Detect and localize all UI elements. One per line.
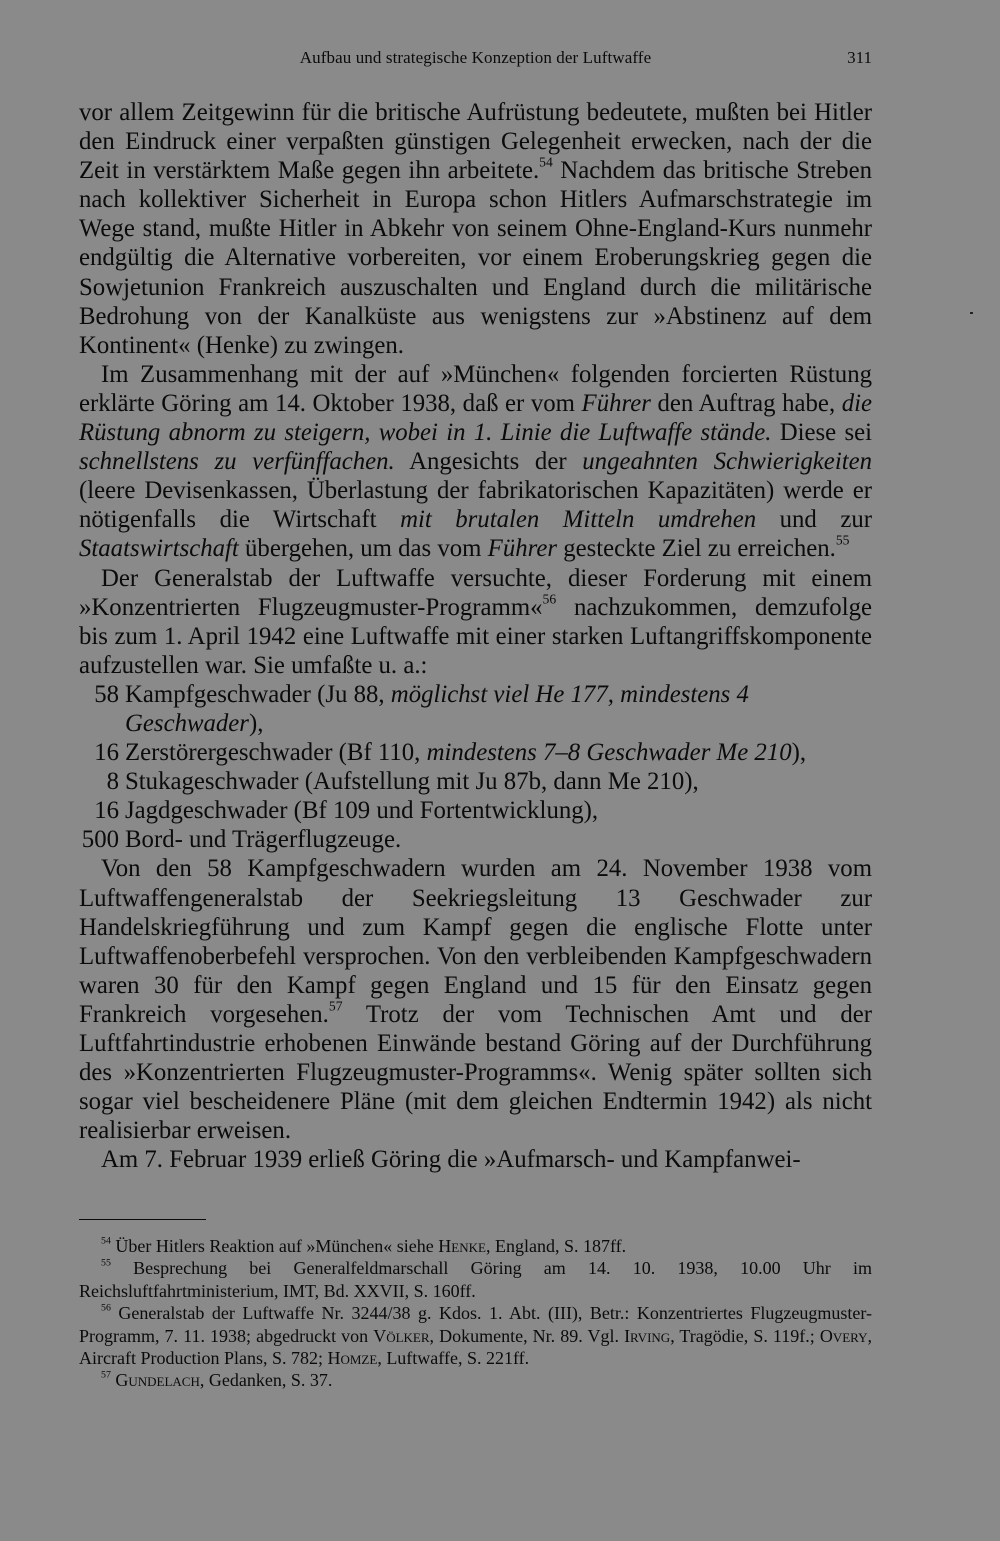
text-run: , Aircraft Production Plans, S. 782; [79, 1325, 872, 1369]
footnote-55 [79, 1257, 872, 1302]
emphasis: mit brutalen Mitteln umdrehen [400, 506, 757, 534]
footnotes [79, 1235, 872, 1392]
author-name: Irving [624, 1325, 671, 1346]
footnote-ref-57: 57 [328, 998, 343, 1014]
text-run: nachzukommen, demzufolge bis zum 1. April 1942 eine Luftwaffe mit einer starken Luftangriffskomponente aufzustellen war. Sie umfaßte u. a.: [79, 593, 872, 679]
text-run: , Gedanken, S. 37. [199, 1370, 333, 1391]
text-run: , Luftwaffe, S. 221ff. [377, 1348, 530, 1369]
text-run: Generalstab der Luftwaffe Nr. 3244/38 g. Kdos. 1. Abt. (III), Betr.: Konzentriertes Flugzeugmuster-Programm, 7. 11. 1938; abgedruckt von [79, 1303, 872, 1346]
emphasis: Staatswirtschaft [79, 535, 239, 563]
text-run: , Tragödie, S. 119f.; [670, 1325, 820, 1346]
running-head-title: Aufbau und strategische Konzeption der Luftwaffe [299, 48, 652, 67]
paragraph-3 [79, 564, 872, 680]
text-run: , Dokumente, Nr. 89. Vgl. [429, 1325, 625, 1346]
page-number: 311 [847, 48, 872, 67]
text-run: Angesichts der [394, 448, 583, 476]
text-run: übergehen, um das vom [238, 535, 488, 563]
footnote-57 [79, 1369, 872, 1391]
margin-mark [970, 312, 973, 314]
text-run: Von den 58 Kampfgeschwadern wurden am 24. November 1938 vom Luftwaffengeneralstab der Seekriegsleitung 13 Geschwader zur Handelskriegführung und zum Kampf gegen die englische Flotte unter Luftwaffenoberbefehl versprochen. Von den verbleibenden Kampfgeschwadern waren 30 für den Kampf gegen England und 15 für den Einsatz gegen Frankreich vorgesehen. [79, 855, 872, 1028]
footnote-number: 56 [101, 1302, 111, 1314]
list-number: 8 [106, 768, 119, 796]
footnote-number: 55 [101, 1258, 111, 1269]
emphasis: mindestens 7–8 Geschwader Me 210 [426, 739, 792, 767]
text-run: Jagdgeschwader (Bf 109 und Fortentwicklung), [125, 797, 599, 825]
text-run: gesteckte Ziel zu erreichen. [557, 535, 836, 563]
emphasis: Führer [487, 535, 558, 563]
footnote-number: 54 [101, 1235, 111, 1247]
running-head [79, 48, 872, 76]
footnote-ref-55: 55 [835, 532, 850, 548]
footnote-56 [79, 1302, 872, 1369]
text-run: , England, S. 187ff. [485, 1236, 627, 1256]
text-run: Der Generalstab der Luftwaffe versuchte, dieser Forderung mit einem »Konzentrierten Flugzeugmuster-Programm« [79, 564, 872, 621]
author-name: Homze [327, 1348, 378, 1369]
text-run: den Auftrag habe, [650, 389, 842, 417]
list-number: 58 [94, 680, 119, 708]
emphasis: ungeahnten Schwierigkeiten [582, 448, 872, 476]
list-item [79, 680, 872, 738]
list-item [79, 738, 872, 767]
text-run: ), [791, 739, 807, 767]
author-name: Henke [438, 1236, 486, 1256]
emphasis: Führer [581, 389, 651, 417]
text-run: Stukageschwader (Aufstellung mit Ju 87b, dann Me 210), [125, 768, 699, 796]
list-item [79, 825, 872, 854]
list-number: 500 [81, 826, 119, 854]
footnote-ref-54: 54 [539, 154, 553, 170]
text-run: (leere Devisenkassen, Überlastung der fabrikatorischen Kapazitäten) werde er nötigenfalls die Wirtschaft [79, 477, 872, 534]
author-name: Völker [373, 1325, 430, 1346]
list-number: 16 [94, 797, 119, 825]
paragraph-5: Am 7. Februar 1939 erließ Göring die »Aufmarsch- und Kampfanwei- [101, 1146, 801, 1174]
footnote-ref-56: 56 [542, 591, 557, 606]
paragraph-4 [79, 854, 872, 1145]
text-run: ), [248, 709, 264, 737]
list-item [79, 796, 872, 825]
footnote-separator [79, 1219, 206, 1220]
text-run: und zur [756, 506, 872, 534]
footnote-number: 57 [101, 1370, 111, 1382]
paragraph-1 [79, 98, 872, 360]
text-run: Über Hitlers Reaktion auf »München« siehe [115, 1236, 439, 1256]
emphasis: die Rüstung abnorm zu steigern, wobei in 1. Linie die Luftwaffe stände. [79, 389, 873, 447]
text-run: Trotz der vom Technischen Amt und der Luftfahrtindustrie erhobenen Einwände bestand Göring auf der Durchführung des »Konzentrierten Flugzeugmuster-Programms«. Wenig später sollten sich sogar viel bescheidenere Pläne (mit dem gleichen Endtermin 1942) als nicht realisierbar erweisen. [79, 1000, 872, 1145]
text-run: Diese sei [771, 419, 872, 447]
text-run: Nachdem das britische Streben nach kollektiver Sicherheit in Europa schon Hitlers Aufmarschstrategie im Wege stand, mußte Hitler in Abkehr von seinem Ohne-England-Kurs nunmehr endgültig die Alternative vorbereiten, vor einem Eroberungskrieg gegen die Sowjetunion Frankreich auszuschalten und England durch die militärische Bedrohung von der Kanalküste aus wenigstens zur »Abstinenz auf dem Kontinent« (Henke) zu zwingen. [79, 157, 872, 359]
main-text [79, 98, 872, 1174]
emphasis: möglichst viel He 177, mindestens 4 Geschwader [125, 680, 749, 737]
paragraph-2 [79, 360, 872, 564]
list-item [79, 767, 872, 796]
text-run: vor allem Zeitgewinn für die britische Aufrüstung bedeutete, mußten bei Hitler den Eindruck einer verpaßten günstigen Gelegenheit erwecken, nach der die Zeit in verstärktem Maße gegen ihn arbeitete. [79, 99, 872, 185]
author-name: Overy [819, 1325, 868, 1346]
text-run: Bord- und Trägerflugzeuge. [125, 826, 402, 854]
author-name: Gundelach [115, 1370, 200, 1391]
text-run: Besprechung bei Generalfeldmarschall Göring am 14. 10. 1938, 10.00 Uhr im Reichsluftfahrtministerium, IMT, Bd. XXVII, S. 160ff. [79, 1258, 873, 1301]
emphasis: schnellstens zu verfünffachen. [79, 448, 395, 476]
text-run: Zerstörergeschwader (Bf 110, [125, 739, 427, 767]
list-number: 16 [94, 739, 119, 767]
text-run: Kampfgeschwader (Ju 88, [125, 680, 391, 708]
text-run: Im Zusammenhang mit der auf »München« folgenden forcierten Rüstung erklärte Göring am 14. Oktober 1938, daß er vom [79, 360, 872, 417]
footnote-54 [79, 1235, 872, 1257]
